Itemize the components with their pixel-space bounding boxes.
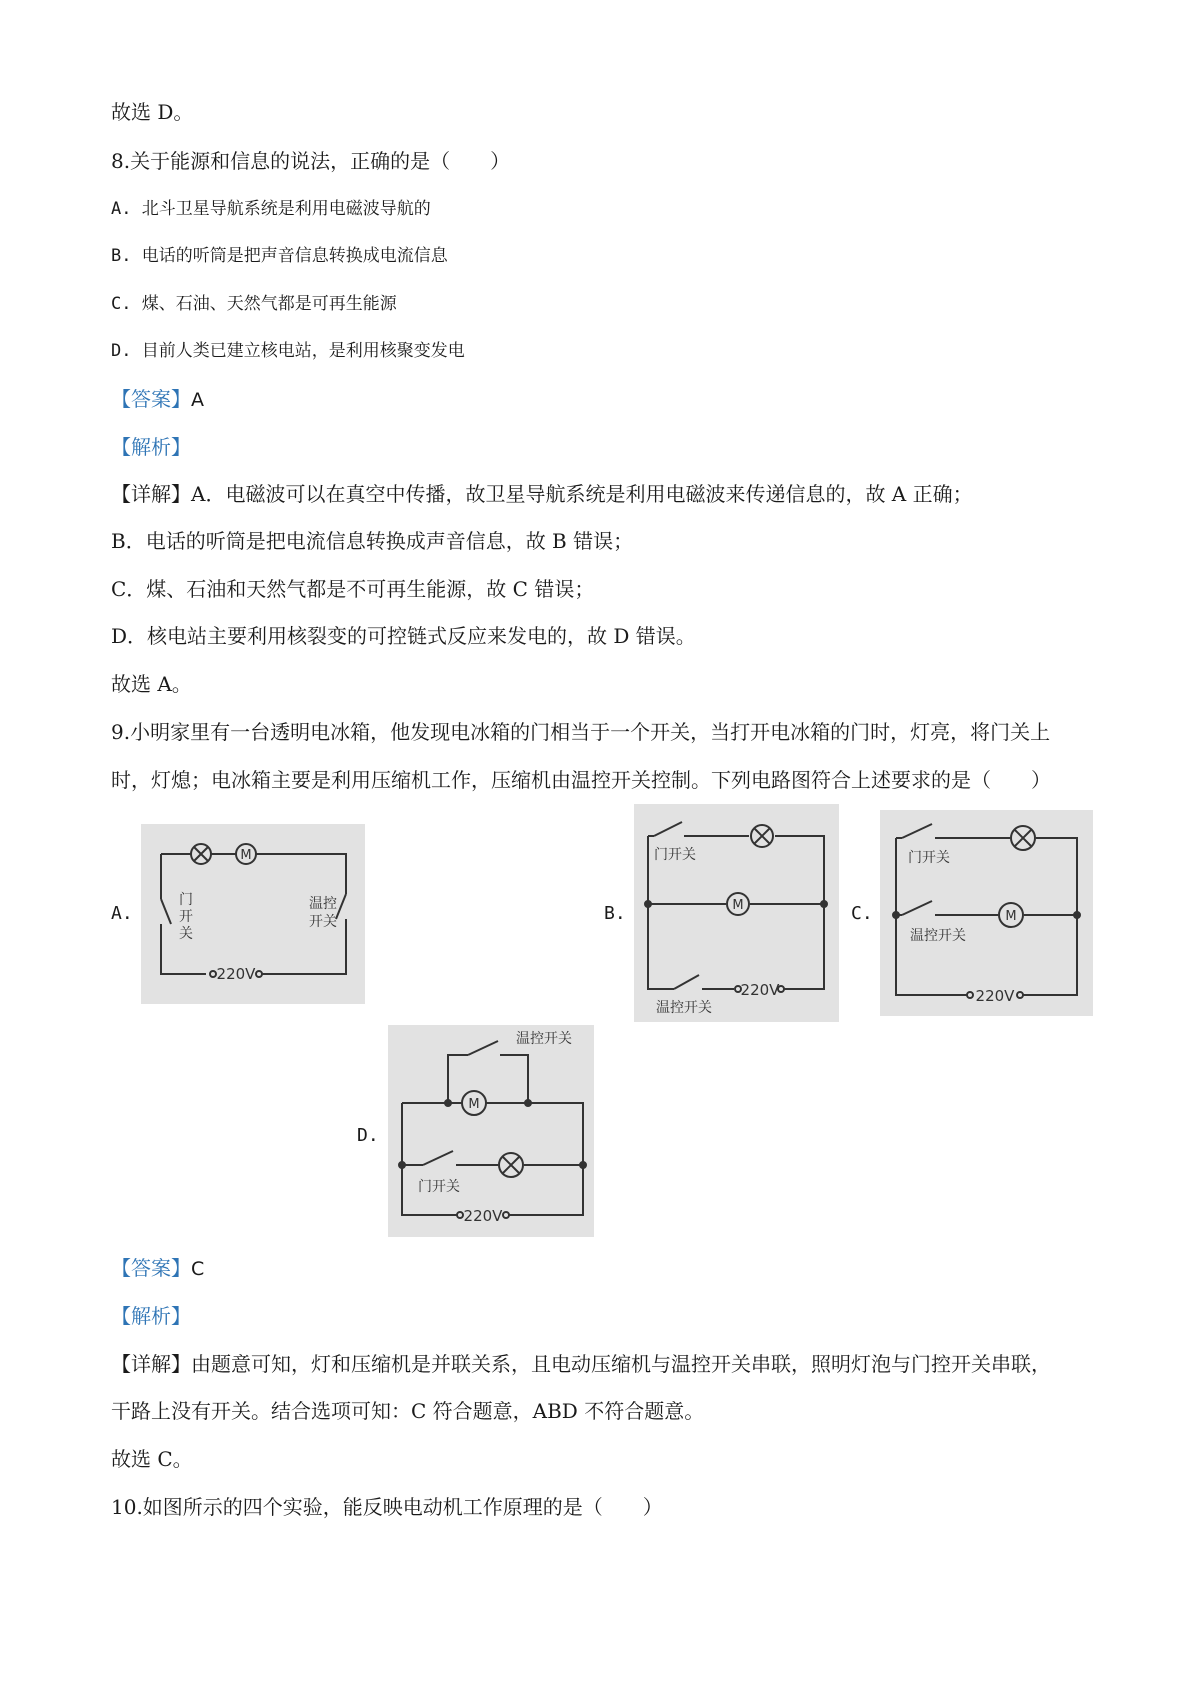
question-8-option-b: B. 电话的听筒是把声音信息转换成电流信息 [111, 246, 448, 266]
question-8-analysis-tag: 【解析】 [111, 435, 191, 459]
temp-switch-label-1: 温控 [309, 896, 337, 912]
motor-label: M [468, 1097, 480, 1112]
answer-value: A [191, 389, 204, 411]
circuit-figure-c [880, 810, 1093, 1016]
question-9-analysis-tag: 【解析】 [111, 1304, 191, 1328]
answer-tag: 【答案】 [111, 387, 191, 411]
figure-a-label: A. [111, 903, 133, 924]
circuit-figure-d [388, 1025, 594, 1237]
voltage-label: 220V [740, 981, 780, 999]
door-switch-label: 门开关 [654, 847, 696, 863]
question-9-choice: 故选 C。 [111, 1447, 193, 1471]
door-switch-label: 门开关 [908, 850, 950, 866]
question-8-option-d: D. 目前人类已建立核电站，是利用核聚变发电 [111, 341, 465, 361]
question-8-choice: 故选 A。 [111, 672, 192, 696]
question-8-detail-4: D．核电站主要利用核裂变的可控链式反应来发电的，故 D 错误。 [111, 624, 696, 648]
temp-switch-label: 温控开关 [656, 1000, 712, 1016]
voltage-label: 220V [975, 987, 1015, 1005]
prev-conclusion: 故选 D。 [111, 100, 194, 124]
voltage-label: 220V [216, 965, 256, 983]
door-switch-label: 门开关 [418, 1179, 460, 1195]
door-switch-label-1: 门 [179, 892, 193, 908]
question-8-answer [111, 386, 204, 413]
figure-d-label: D. [357, 1125, 379, 1146]
figure-b-label: B. [604, 903, 626, 924]
question-8-stem: 8.关于能源和信息的说法，正确的是（ ） [111, 149, 511, 173]
question-8-option-a: A. 北斗卫星导航系统是利用电磁波导航的 [111, 199, 431, 219]
temp-switch-label-2: 开关 [309, 914, 337, 930]
circuit-figure-a [141, 824, 365, 1004]
figure-c-label: C. [851, 903, 873, 924]
motor-label: M [1005, 909, 1017, 924]
question-9-stem-line-2: 时，灯熄；电冰箱主要是利用压缩机工作，压缩机由温控开关控制。下列电路图符合上述要求的是（ ） [111, 768, 1051, 792]
temp-switch-label: 温控开关 [516, 1031, 572, 1047]
motor-label: M [732, 898, 744, 913]
question-9-detail-1: 【详解】由题意可知，灯和压缩机是并联关系，且电动压缩机与温控开关串联，照明灯泡与门控开关串联， [111, 1352, 1051, 1376]
door-switch-label-2: 开 [179, 909, 193, 925]
question-9-stem-line-1: 9.小明家里有一台透明电冰箱，他发现电冰箱的门相当于一个开关，当打开电冰箱的门时，灯亮，将门关上 [111, 720, 1051, 744]
voltage-label: 220V [463, 1207, 503, 1225]
answer-tag: 【答案】 [111, 1256, 191, 1280]
motor-label: M [240, 848, 252, 863]
question-10-stem: 10.如图所示的四个实验，能反映电动机工作原理的是（ ） [111, 1495, 663, 1519]
circuit-figure-b [634, 804, 839, 1022]
question-8-detail-1: 【详解】A．电磁波可以在真空中传播，故卫星导航系统是利用电磁波来传递信息的，故 A 正确； [111, 482, 973, 506]
question-8-detail-2: B．电话的听筒是把电流信息转换成声音信息，故 B 错误； [111, 529, 634, 553]
question-8-detail-3: C．煤、石油和天然气都是不可再生能源，故 C 错误； [111, 577, 595, 601]
temp-switch-label: 温控开关 [910, 928, 966, 944]
answer-value: C [191, 1258, 205, 1280]
door-switch-label-3: 关 [179, 926, 193, 942]
question-9-detail-2: 干路上没有开关。结合选项可知：C 符合题意，ABD 不符合题意。 [111, 1399, 705, 1423]
question-8-option-c: C. 煤、石油、天然气都是可再生能源 [111, 294, 397, 314]
question-9-answer [111, 1255, 204, 1282]
